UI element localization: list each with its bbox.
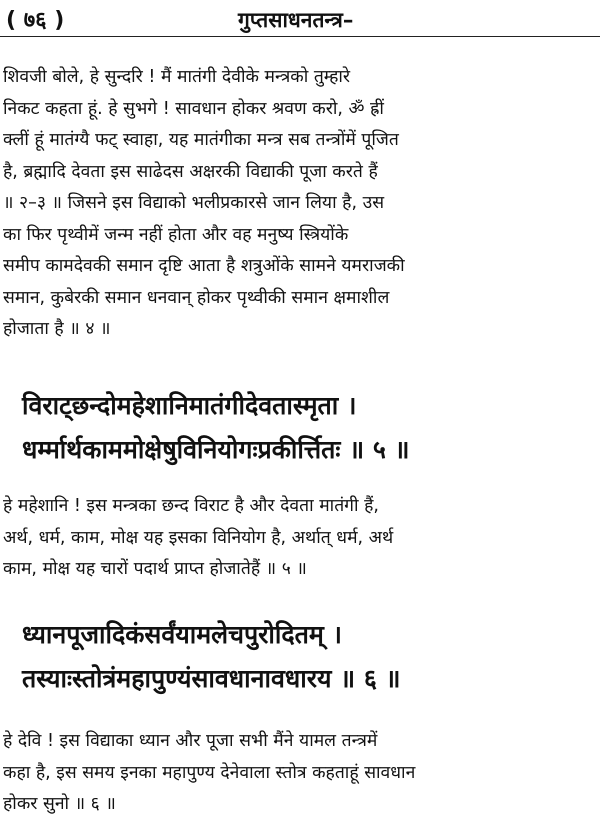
text-line: शिवजी बोले, हे सुन्दरि ! मैं मातंगी देवीके मन्त्रको तुम्हारे [3,67,351,87]
text-line: क्लीं हूं मातंग्यै फट् स्वाहा, यह मातंगीका मन्त्र सब तन्त्रोंमें पूजित [3,130,399,150]
verse-line: धर्म्मार्थकाममोक्षेषुविनियोगःप्रकीर्त्तितः ॥ ५ ॥ [22,435,410,464]
text-line: कहा है, इस समय इनका महापुण्य देनेवाला स्तोत्र कहताहूं सावधान [3,762,416,783]
verse-line: ध्यानपूजादिकंसर्वंयामलेचपुरोदितम् । [22,620,343,649]
commentary-paragraph-1 [3,62,591,346]
text-line: का फिर पृथ्वीमें जन्म नहीं होता और वह मनुष्य स्त्रियोंके [3,224,349,245]
text-line: हे महेशानि ! इस मन्त्रका छन्द विराट है और देवता मातंगी हैं, [3,496,379,516]
verse-line: तस्याःस्तोत्रंमहापुण्यंसावधानावधारय ॥ ६ ॥ [22,664,401,693]
text-line: हे देवि ! इस विद्याका ध्यान और पूजा सभी मैंने यामल तन्त्रमें [3,731,378,751]
running-title: गुप्तसाधनतन्त्र– [238,8,354,32]
sanskrit-verse-6 [22,613,582,701]
text-line: होकर सुनो ॥ ६ ॥ [3,794,116,814]
page-number: ( ७६ ) [6,8,65,33]
text-line: समीप कामदेवकी समान दृष्टि आता है शत्रुओंके सामने यमराजकी [3,256,405,276]
text-line: काम, मोक्ष यह चारों पदार्थ प्राप्त होजातेहैं ॥ ५ ॥ [3,559,307,579]
text-line: है, ब्रह्मादि देवता इस साढेदस अक्षरकी विद्याकी पूजा करते हैं [3,161,378,182]
commentary-paragraph-2 [3,491,591,586]
text-line: समान, कुबेरकी समान धनवान् होकर पृथ्वीकी समान क्षमाशील [3,287,390,308]
verse-line: विराट्छन्दोमहेशानिमातंगीदेवतास्मृता । [22,391,357,420]
text-line: निकट कहता हूं. हे सुभगे ! सावधान होकर श्रवण करो, ॐ ह्रीं [3,98,384,119]
sanskrit-verse-5 [22,384,582,472]
text-line: होजाता है ॥ ४ ॥ [3,319,111,339]
header-divider [0,36,600,37]
commentary-paragraph-3 [3,726,591,821]
page-header [0,4,600,34]
text-line: ॥ २–३ ॥ जिसने इस विद्याको भलीप्रकारसे जान लिया है, उस [3,193,385,213]
text-line: अर्थ, धर्म, काम, मोक्ष यह इसका विनियोग है, अर्थात् धर्म, अर्थ [3,527,394,548]
